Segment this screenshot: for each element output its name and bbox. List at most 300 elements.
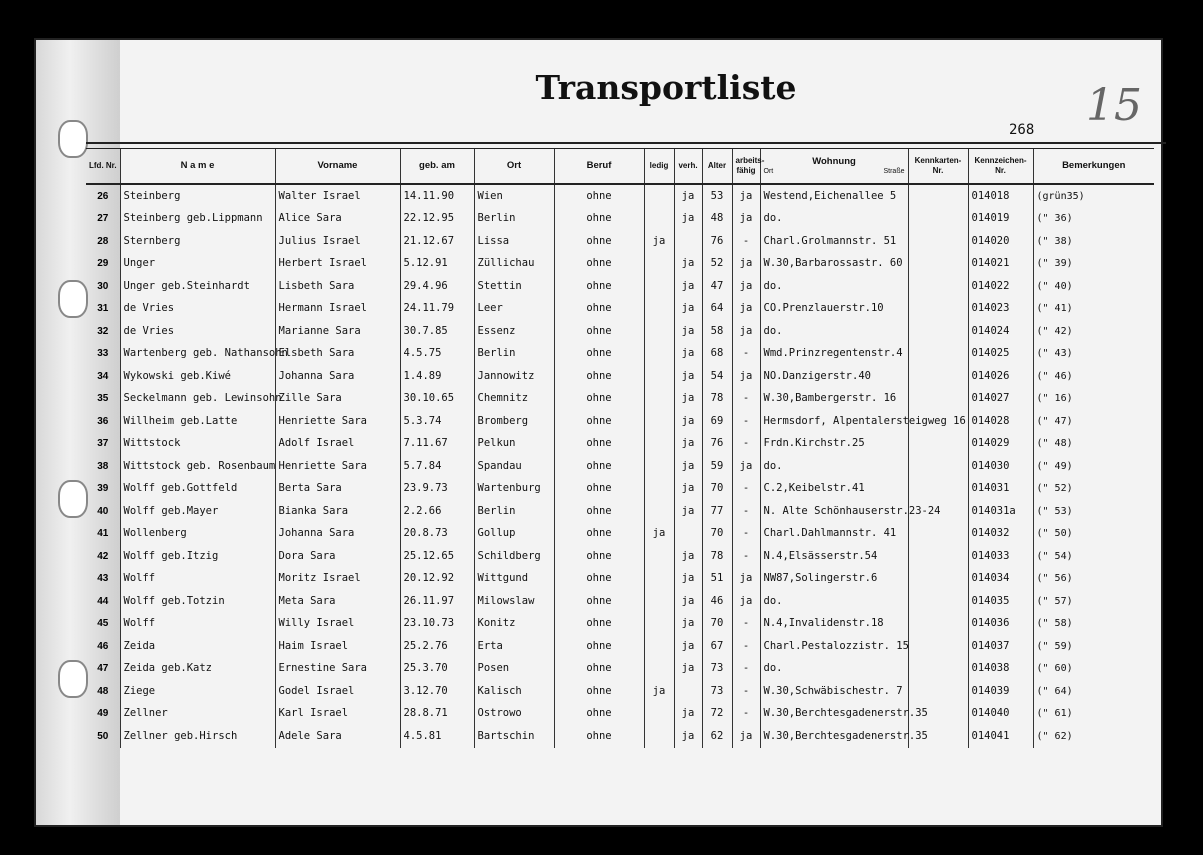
cell-geb: 28.8.71 bbox=[400, 703, 474, 726]
cell-vorname: Godel Israel bbox=[275, 680, 400, 703]
cell-ort: Kalisch bbox=[474, 680, 554, 703]
cell-verh: ja bbox=[674, 545, 702, 568]
cell-arbeit: ja bbox=[732, 568, 760, 591]
cell-alter: 73 bbox=[702, 680, 732, 703]
cell-name: Steinberg geb.Lippmann bbox=[120, 208, 275, 231]
cell-alter: 72 bbox=[702, 703, 732, 726]
cell-bemerkungen: (grün35) bbox=[1033, 184, 1154, 208]
cell-alter: 47 bbox=[702, 275, 732, 298]
cell-kennzeichen: 014028 bbox=[968, 410, 1033, 433]
table-row bbox=[86, 500, 1154, 523]
cell-ort: Milowslaw bbox=[474, 590, 554, 613]
cell-wohnung: do. bbox=[760, 208, 908, 231]
cell-verh: ja bbox=[674, 703, 702, 726]
cell-name: Unger bbox=[120, 253, 275, 276]
cell-kennzeichen: 014027 bbox=[968, 388, 1033, 411]
cell-bemerkungen: (" 62) bbox=[1033, 725, 1154, 748]
cell-verh: ja bbox=[674, 725, 702, 748]
col-bemerkungen: Bemerkungen bbox=[1033, 149, 1154, 185]
cell-vorname: Ernestine Sara bbox=[275, 658, 400, 681]
cell-kennkarten bbox=[908, 388, 968, 411]
cell-name: Wittstock bbox=[120, 433, 275, 456]
cell-alter: 51 bbox=[702, 568, 732, 591]
cell-nr: 49 bbox=[97, 708, 109, 720]
cell-beruf: ohne bbox=[554, 568, 644, 591]
cell-ort: Schildberg bbox=[474, 545, 554, 568]
cell-vorname: Herbert Israel bbox=[275, 253, 400, 276]
cell-arbeit: ja bbox=[732, 208, 760, 231]
cell-ort: Berlin bbox=[474, 500, 554, 523]
cell-bemerkungen: (" 49) bbox=[1033, 455, 1154, 478]
cell-ledig bbox=[644, 478, 674, 501]
cell-wohnung: Hermsdorf, Alpentalersteigweg 16 bbox=[760, 410, 908, 433]
cell-arbeit: - bbox=[732, 523, 760, 546]
table-row bbox=[86, 523, 1154, 546]
cell-beruf: ohne bbox=[554, 433, 644, 456]
cell-arbeit: - bbox=[732, 433, 760, 456]
cell-verh: ja bbox=[674, 184, 702, 208]
cell-ledig bbox=[644, 635, 674, 658]
cell-bemerkungen: (" 64) bbox=[1033, 680, 1154, 703]
cell-arbeit: - bbox=[732, 680, 760, 703]
cell-beruf: ohne bbox=[554, 230, 644, 253]
cell-kennzeichen: 014041 bbox=[968, 725, 1033, 748]
cell-ort: Bromberg bbox=[474, 410, 554, 433]
cell-ort: Pelkun bbox=[474, 433, 554, 456]
cell-ledig bbox=[644, 410, 674, 433]
cell-verh: ja bbox=[674, 613, 702, 636]
cell-name: Wollenberg bbox=[120, 523, 275, 546]
cell-wohnung: Charl.Pestalozzistr. 15 bbox=[760, 635, 908, 658]
cell-nr: 46 bbox=[97, 640, 109, 652]
cell-geb: 14.11.90 bbox=[400, 184, 474, 208]
cell-kennkarten bbox=[908, 275, 968, 298]
cell-arbeit: ja bbox=[732, 298, 760, 321]
cell-ort: Posen bbox=[474, 658, 554, 681]
cell-alter: 70 bbox=[702, 613, 732, 636]
cell-verh bbox=[674, 523, 702, 546]
cell-nr: 43 bbox=[97, 573, 109, 585]
col-kennkarten: Kennkarten-Nr. bbox=[908, 149, 968, 185]
cell-kennkarten bbox=[908, 230, 968, 253]
cell-alter: 67 bbox=[702, 635, 732, 658]
table-row bbox=[86, 725, 1154, 748]
cell-kennkarten bbox=[908, 365, 968, 388]
cell-name: Zeida bbox=[120, 635, 275, 658]
cell-ledig bbox=[644, 320, 674, 343]
cell-wohnung: do. bbox=[760, 590, 908, 613]
table-row bbox=[86, 208, 1154, 231]
cell-verh: ja bbox=[674, 478, 702, 501]
cell-arbeit: - bbox=[732, 613, 760, 636]
table-row bbox=[86, 658, 1154, 681]
cell-wohnung: Frdn.Kirchstr.25 bbox=[760, 433, 908, 456]
cell-nr: 48 bbox=[97, 685, 109, 697]
cell-nr: 35 bbox=[97, 393, 109, 405]
cell-geb: 25.3.70 bbox=[400, 658, 474, 681]
cell-beruf: ohne bbox=[554, 343, 644, 366]
cell-geb: 25.2.76 bbox=[400, 635, 474, 658]
cell-arbeit: ja bbox=[732, 320, 760, 343]
cell-kennzeichen: 014039 bbox=[968, 680, 1033, 703]
cell-wohnung: N.4,Elsässerstr.54 bbox=[760, 545, 908, 568]
cell-arbeit: - bbox=[732, 658, 760, 681]
cell-wohnung: W.30,Berchtesgadenerstr.35 bbox=[760, 725, 908, 748]
cell-ort: Bartschin bbox=[474, 725, 554, 748]
cell-kennzeichen: 014036 bbox=[968, 613, 1033, 636]
cell-name: Zeida geb.Katz bbox=[120, 658, 275, 681]
col-arbeit: arbeits-fähig bbox=[732, 149, 760, 185]
cell-alter: 70 bbox=[702, 523, 732, 546]
cell-name: Ziege bbox=[120, 680, 275, 703]
cell-beruf: ohne bbox=[554, 635, 644, 658]
cell-name: Sternberg bbox=[120, 230, 275, 253]
cell-alter: 46 bbox=[702, 590, 732, 613]
cell-verh: ja bbox=[674, 500, 702, 523]
cell-nr: 37 bbox=[97, 438, 109, 450]
cell-kennkarten bbox=[908, 568, 968, 591]
cell-verh: ja bbox=[674, 320, 702, 343]
cell-wohnung: Charl.Dahlmannstr. 41 bbox=[760, 523, 908, 546]
cell-geb: 23.9.73 bbox=[400, 478, 474, 501]
cell-verh: ja bbox=[674, 208, 702, 231]
cell-vorname: Henriette Sara bbox=[275, 410, 400, 433]
cell-kennkarten bbox=[908, 635, 968, 658]
cell-ledig bbox=[644, 433, 674, 456]
cell-geb: 3.12.70 bbox=[400, 680, 474, 703]
cell-alter: 69 bbox=[702, 410, 732, 433]
cell-nr: 42 bbox=[97, 550, 109, 562]
cell-kennzeichen: 014029 bbox=[968, 433, 1033, 456]
col-verh: verh. bbox=[674, 149, 702, 185]
wohnung-strasse-label: Straße bbox=[883, 167, 905, 175]
cell-ort: Wartenburg bbox=[474, 478, 554, 501]
cell-kennkarten bbox=[908, 433, 968, 456]
cell-bemerkungen: (" 39) bbox=[1033, 253, 1154, 276]
cell-ledig bbox=[644, 343, 674, 366]
table-row bbox=[86, 680, 1154, 703]
cell-geb: 21.12.67 bbox=[400, 230, 474, 253]
cell-geb: 4.5.81 bbox=[400, 725, 474, 748]
cell-nr: 36 bbox=[97, 415, 109, 427]
table-row bbox=[86, 613, 1154, 636]
cell-ledig bbox=[644, 388, 674, 411]
cell-arbeit: - bbox=[732, 343, 760, 366]
cell-name: Wolff geb.Mayer bbox=[120, 500, 275, 523]
col-alter: Alter bbox=[702, 149, 732, 185]
cell-bemerkungen: (" 16) bbox=[1033, 388, 1154, 411]
cell-alter: 48 bbox=[702, 208, 732, 231]
cell-kennzeichen: 014030 bbox=[968, 455, 1033, 478]
cell-bemerkungen: (" 36) bbox=[1033, 208, 1154, 231]
cell-geb: 20.8.73 bbox=[400, 523, 474, 546]
cell-wohnung: NW87,Solingerstr.6 bbox=[760, 568, 908, 591]
cell-nr: 38 bbox=[97, 460, 109, 472]
col-wohnung bbox=[760, 149, 908, 185]
cell-vorname: Alice Sara bbox=[275, 208, 400, 231]
cell-arbeit: ja bbox=[732, 455, 760, 478]
cell-nr: 28 bbox=[97, 235, 109, 247]
cell-beruf: ohne bbox=[554, 725, 644, 748]
cell-arbeit: - bbox=[732, 545, 760, 568]
cell-beruf: ohne bbox=[554, 208, 644, 231]
cell-kennkarten bbox=[908, 253, 968, 276]
cell-vorname: Berta Sara bbox=[275, 478, 400, 501]
cell-kennzeichen: 014038 bbox=[968, 658, 1033, 681]
cell-vorname: Bianka Sara bbox=[275, 500, 400, 523]
table-row bbox=[86, 343, 1154, 366]
cell-beruf: ohne bbox=[554, 500, 644, 523]
cell-nr: 27 bbox=[97, 213, 109, 225]
cell-vorname: Karl Israel bbox=[275, 703, 400, 726]
cell-arbeit: ja bbox=[732, 184, 760, 208]
cell-verh: ja bbox=[674, 365, 702, 388]
cell-nr: 31 bbox=[97, 303, 109, 315]
cell-alter: 58 bbox=[702, 320, 732, 343]
cell-nr: 30 bbox=[97, 280, 109, 292]
cell-nr: 39 bbox=[97, 483, 109, 495]
cell-beruf: ohne bbox=[554, 388, 644, 411]
cell-beruf: ohne bbox=[554, 658, 644, 681]
cell-beruf: ohne bbox=[554, 523, 644, 546]
cell-ort: Essenz bbox=[474, 320, 554, 343]
cell-arbeit: - bbox=[732, 500, 760, 523]
cell-geb: 5.3.74 bbox=[400, 410, 474, 433]
cell-name: Wittstock geb. Rosenbaum bbox=[120, 455, 275, 478]
cell-ledig bbox=[644, 568, 674, 591]
cell-vorname: Hermann Israel bbox=[275, 298, 400, 321]
cell-alter: 53 bbox=[702, 184, 732, 208]
cell-kennzeichen: 014033 bbox=[968, 545, 1033, 568]
cell-kennzeichen: 014037 bbox=[968, 635, 1033, 658]
cell-nr: 34 bbox=[97, 370, 109, 382]
punch-hole bbox=[58, 120, 88, 158]
cell-alter: 76 bbox=[702, 230, 732, 253]
cell-ort: Berlin bbox=[474, 343, 554, 366]
cell-wohnung: W.30,Schwäbischestr. 7 bbox=[760, 680, 908, 703]
cell-ledig bbox=[644, 275, 674, 298]
cell-wohnung: W.30,Berchtesgadenerstr.35 bbox=[760, 703, 908, 726]
cell-name: Willheim geb.Latte bbox=[120, 410, 275, 433]
cell-verh bbox=[674, 680, 702, 703]
cell-bemerkungen: (" 60) bbox=[1033, 658, 1154, 681]
cell-vorname: Meta Sara bbox=[275, 590, 400, 613]
col-geb: geb. am bbox=[400, 149, 474, 185]
col-beruf: Beruf bbox=[554, 149, 644, 185]
cell-kennzeichen: 014026 bbox=[968, 365, 1033, 388]
cell-vorname: Adele Sara bbox=[275, 725, 400, 748]
cell-kennkarten bbox=[908, 613, 968, 636]
cell-kennkarten bbox=[908, 658, 968, 681]
cell-bemerkungen: (" 40) bbox=[1033, 275, 1154, 298]
cell-arbeit: ja bbox=[732, 253, 760, 276]
cell-ort: Leer bbox=[474, 298, 554, 321]
cell-arbeit: - bbox=[732, 230, 760, 253]
cell-name: Wolff bbox=[120, 613, 275, 636]
cell-name: Wolff geb.Totzin bbox=[120, 590, 275, 613]
cell-wohnung: W.30,Barbarossastr. 60 bbox=[760, 253, 908, 276]
table-row bbox=[86, 568, 1154, 591]
table-row bbox=[86, 298, 1154, 321]
cell-ort: Wien bbox=[474, 184, 554, 208]
cell-kennzeichen: 014025 bbox=[968, 343, 1033, 366]
cell-bemerkungen: (" 38) bbox=[1033, 230, 1154, 253]
table-row bbox=[86, 455, 1154, 478]
cell-geb: 22.12.95 bbox=[400, 208, 474, 231]
cell-ledig bbox=[644, 500, 674, 523]
cell-wohnung: CO.Prenzlauerstr.10 bbox=[760, 298, 908, 321]
cell-ledig bbox=[644, 455, 674, 478]
cell-verh: ja bbox=[674, 343, 702, 366]
punch-hole bbox=[58, 480, 88, 518]
cell-nr: 45 bbox=[97, 618, 109, 630]
cell-ort: Ostrowo bbox=[474, 703, 554, 726]
punch-hole bbox=[58, 280, 88, 318]
wohnung-label: Wohnung bbox=[812, 156, 856, 168]
cell-nr: 50 bbox=[97, 730, 109, 742]
cell-ort: Jannowitz bbox=[474, 365, 554, 388]
cell-kennzeichen: 014031a bbox=[968, 500, 1033, 523]
cell-kennkarten bbox=[908, 343, 968, 366]
cell-ort: Erta bbox=[474, 635, 554, 658]
cell-vorname: Lisbeth Sara bbox=[275, 275, 400, 298]
cell-kennkarten bbox=[908, 298, 968, 321]
cell-beruf: ohne bbox=[554, 365, 644, 388]
cell-name: Wolff geb.Itzig bbox=[120, 545, 275, 568]
cell-arbeit: - bbox=[732, 703, 760, 726]
cell-geb: 7.11.67 bbox=[400, 433, 474, 456]
cell-name: de Vries bbox=[120, 298, 275, 321]
wohnung-ort-label: Ort bbox=[763, 167, 774, 175]
cell-kennzeichen: 014031 bbox=[968, 478, 1033, 501]
cell-nr: 40 bbox=[97, 505, 109, 517]
cell-kennzeichen: 014024 bbox=[968, 320, 1033, 343]
cell-geb: 23.10.73 bbox=[400, 613, 474, 636]
cell-alter: 52 bbox=[702, 253, 732, 276]
col-name: N a m e bbox=[120, 149, 275, 185]
cell-kennkarten bbox=[908, 680, 968, 703]
cell-ort: Züllichau bbox=[474, 253, 554, 276]
cell-bemerkungen: (" 53) bbox=[1033, 500, 1154, 523]
cell-bemerkungen: (" 58) bbox=[1033, 613, 1154, 636]
cell-geb: 5.7.84 bbox=[400, 455, 474, 478]
cell-bemerkungen: (" 42) bbox=[1033, 320, 1154, 343]
table-row bbox=[86, 635, 1154, 658]
cell-nr: 41 bbox=[97, 528, 109, 540]
cell-kennzeichen: 014019 bbox=[968, 208, 1033, 231]
cell-bemerkungen: (" 47) bbox=[1033, 410, 1154, 433]
cell-kennkarten bbox=[908, 208, 968, 231]
cell-verh bbox=[674, 230, 702, 253]
cell-beruf: ohne bbox=[554, 455, 644, 478]
cell-geb: 20.12.92 bbox=[400, 568, 474, 591]
cell-verh: ja bbox=[674, 635, 702, 658]
col-vorname: Vorname bbox=[275, 149, 400, 185]
cell-verh: ja bbox=[674, 388, 702, 411]
cell-bemerkungen: (" 57) bbox=[1033, 590, 1154, 613]
cell-kennkarten bbox=[908, 545, 968, 568]
punch-hole bbox=[58, 660, 88, 698]
cell-wohnung: C.2,Keibelstr.41 bbox=[760, 478, 908, 501]
table-row bbox=[86, 545, 1154, 568]
table-row bbox=[86, 410, 1154, 433]
cell-ort: Berlin bbox=[474, 208, 554, 231]
cell-ort: Chemnitz bbox=[474, 388, 554, 411]
cell-wohnung: do. bbox=[760, 658, 908, 681]
cell-alter: 59 bbox=[702, 455, 732, 478]
cell-ort: Wittgund bbox=[474, 568, 554, 591]
cell-wohnung: W.30,Bambergerstr. 16 bbox=[760, 388, 908, 411]
cell-ledig bbox=[644, 703, 674, 726]
cell-vorname: Moritz Israel bbox=[275, 568, 400, 591]
cell-alter: 77 bbox=[702, 500, 732, 523]
cell-beruf: ohne bbox=[554, 703, 644, 726]
table-row bbox=[86, 365, 1154, 388]
cell-ort: Gollup bbox=[474, 523, 554, 546]
cell-bemerkungen: (" 52) bbox=[1033, 478, 1154, 501]
cell-vorname: Marianne Sara bbox=[275, 320, 400, 343]
cell-name: Wolff geb.Gottfeld bbox=[120, 478, 275, 501]
cell-arbeit: - bbox=[732, 478, 760, 501]
cell-verh: ja bbox=[674, 410, 702, 433]
cell-beruf: ohne bbox=[554, 478, 644, 501]
cell-ledig bbox=[644, 298, 674, 321]
cell-ledig bbox=[644, 365, 674, 388]
cell-name: Zellner geb.Hirsch bbox=[120, 725, 275, 748]
table-body bbox=[86, 184, 1154, 748]
cell-bemerkungen: (" 46) bbox=[1033, 365, 1154, 388]
cell-kennzeichen: 014034 bbox=[968, 568, 1033, 591]
cell-ledig bbox=[644, 658, 674, 681]
cell-name: de Vries bbox=[120, 320, 275, 343]
cell-wohnung: Charl.Grolmannstr. 51 bbox=[760, 230, 908, 253]
cell-alter: 64 bbox=[702, 298, 732, 321]
cell-ort: Spandau bbox=[474, 455, 554, 478]
cell-name: Zellner bbox=[120, 703, 275, 726]
table-row bbox=[86, 275, 1154, 298]
table-row bbox=[86, 253, 1154, 276]
cell-nr: 44 bbox=[97, 595, 109, 607]
cell-verh: ja bbox=[674, 658, 702, 681]
cell-kennkarten bbox=[908, 590, 968, 613]
cell-ledig bbox=[644, 725, 674, 748]
cell-geb: 30.10.65 bbox=[400, 388, 474, 411]
cell-ledig: ja bbox=[644, 680, 674, 703]
cell-geb: 2.2.66 bbox=[400, 500, 474, 523]
col-nr: Lfd. Nr. bbox=[86, 149, 120, 185]
cell-wohnung: NO.Danzigerstr.40 bbox=[760, 365, 908, 388]
cell-bemerkungen: (" 59) bbox=[1033, 635, 1154, 658]
cell-bemerkungen: (" 56) bbox=[1033, 568, 1154, 591]
header-rule bbox=[86, 142, 1166, 144]
cell-arbeit: - bbox=[732, 410, 760, 433]
cell-alter: 76 bbox=[702, 433, 732, 456]
cell-geb: 25.12.65 bbox=[400, 545, 474, 568]
cell-nr: 26 bbox=[97, 190, 109, 202]
cell-kennzeichen: 014020 bbox=[968, 230, 1033, 253]
cell-name: Unger geb.Steinhardt bbox=[120, 275, 275, 298]
table-row bbox=[86, 478, 1154, 501]
cell-geb: 5.12.91 bbox=[400, 253, 474, 276]
cell-nr: 29 bbox=[97, 258, 109, 270]
cell-beruf: ohne bbox=[554, 410, 644, 433]
cell-wohnung: Westend,Eichenallee 5 bbox=[760, 184, 908, 208]
cell-beruf: ohne bbox=[554, 680, 644, 703]
cell-alter: 54 bbox=[702, 365, 732, 388]
cell-nr: 47 bbox=[97, 663, 109, 675]
cell-bemerkungen: (" 61) bbox=[1033, 703, 1154, 726]
cell-vorname: Julius Israel bbox=[275, 230, 400, 253]
